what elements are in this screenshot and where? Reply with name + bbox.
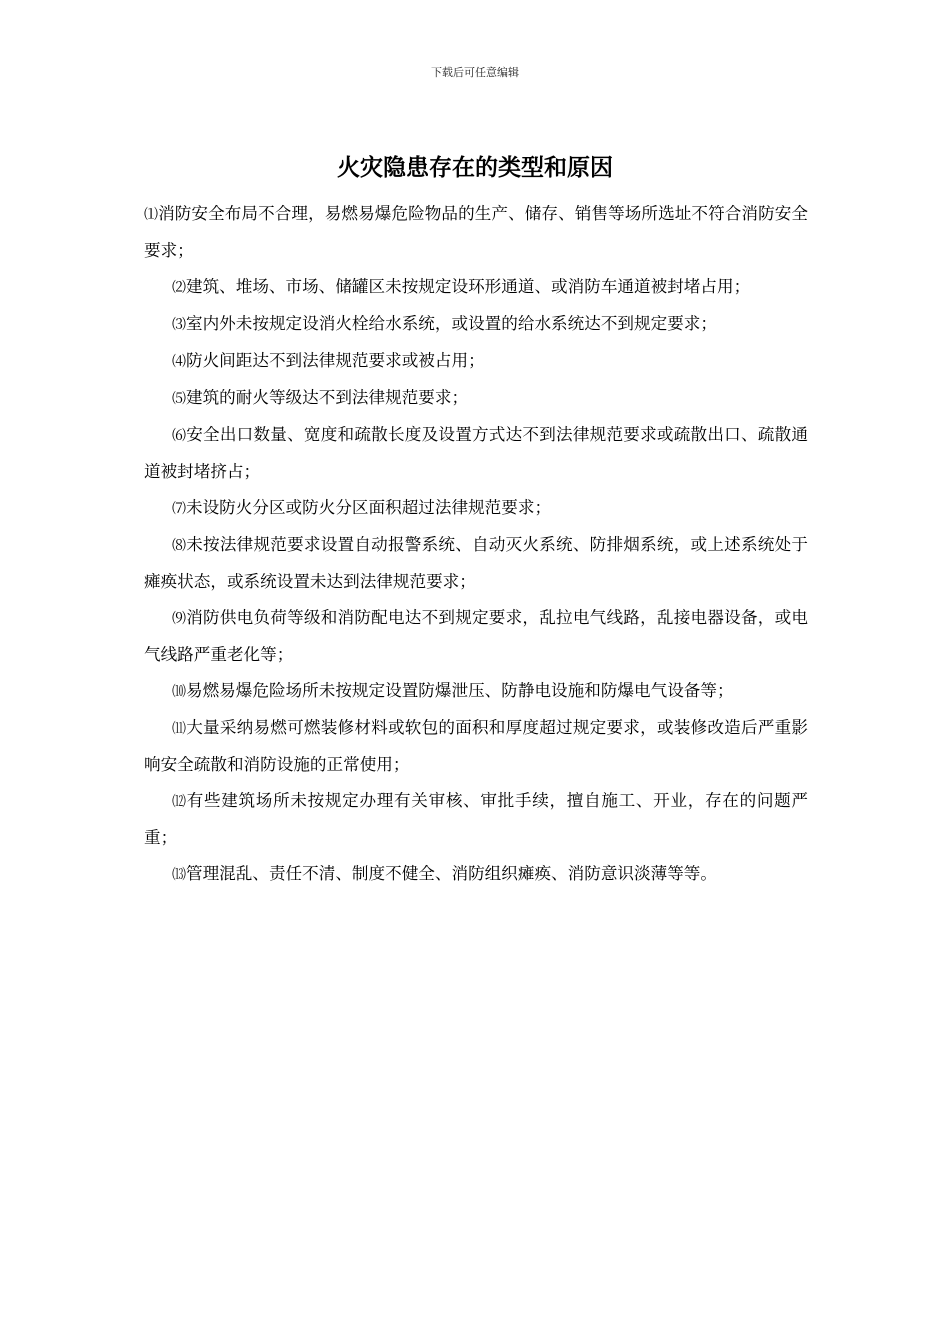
list-item — [144, 417, 808, 490]
item-text: 管理混乱、责任不清、制度不健全、消防组织瘫痪、消防意识淡薄等等。 — [186, 864, 717, 883]
item-number: ⑻ — [172, 538, 187, 554]
item-text: 大量采纳易燃可燃装修材料或软包的面积和厚度超过规定要求，或装修改造后严重影响安全疏散和消防设施的正常使用； — [144, 718, 808, 774]
list-item — [144, 856, 808, 893]
list-item — [144, 490, 808, 527]
item-number: ⑾ — [172, 721, 187, 737]
item-text: 未设防火分区或防火分区面积超过法律规范要求； — [186, 498, 552, 517]
item-number: ⑿ — [172, 794, 187, 810]
list-item — [144, 600, 808, 673]
item-number: ⑼ — [172, 611, 187, 627]
document-title: 火灾隐患存在的类型和原因 — [337, 155, 613, 181]
list-item — [144, 269, 808, 306]
item-number: ⑴ — [144, 207, 159, 223]
list-item — [144, 527, 808, 600]
item-number: ⒀ — [172, 867, 186, 883]
list-item — [144, 710, 808, 783]
item-text: 室内外未按规定设消火栓给水系统，或设置的给水系统达不到规定要求； — [186, 314, 717, 333]
item-number: ⑹ — [172, 428, 187, 444]
list-item — [144, 343, 808, 380]
item-text: 消防安全布局不合理，易燃易爆危险物品的生产、储存、销售等场所选址不符合消防安全要求； — [144, 204, 809, 260]
item-text: 有些建筑场所未按规定办理有关审核、审批手续，擅自施工、开业，存在的问题严重； — [144, 791, 809, 847]
item-text: 建筑的耐火等级达不到法律规范要求； — [186, 388, 469, 407]
document-body — [144, 196, 808, 893]
list-item — [144, 196, 808, 269]
item-number: ⑽ — [172, 684, 186, 700]
item-number: ⑷ — [172, 354, 186, 370]
item-number: ⑺ — [172, 501, 186, 517]
list-item — [144, 673, 808, 710]
item-text: 未按法律规范要求设置自动报警系统、自动灭火系统、防排烟系统，或上述系统处于瘫痪状态，或系统设置未达到法律规范要求； — [144, 535, 808, 591]
item-text: 建筑、堆场、市场、储罐区未按规定设环形通道、或消防车通道被封堵占用； — [186, 277, 751, 296]
item-text: 易燃易爆危险场所未按规定设置防爆泄压、防静电设施和防爆电气设备等； — [186, 681, 734, 700]
item-number: ⑸ — [172, 391, 186, 407]
list-item — [144, 306, 808, 343]
item-number: ⑶ — [172, 317, 186, 333]
item-text: 防火间距达不到法律规范要求或被占用； — [186, 351, 485, 370]
item-text: 消防供电负荷等级和消防配电达不到规定要求，乱拉电气线路，乱接电器设备，或电气线路严重老化等； — [144, 608, 808, 664]
item-text: 安全出口数量、宽度和疏散长度及设置方式达不到法律规范要求或疏散出口、疏散通道被封堵挤占； — [144, 425, 808, 481]
list-item — [144, 380, 808, 417]
header-note: 下载后可任意编辑 — [431, 66, 519, 79]
list-item — [144, 783, 808, 856]
item-number: ⑵ — [172, 280, 186, 296]
